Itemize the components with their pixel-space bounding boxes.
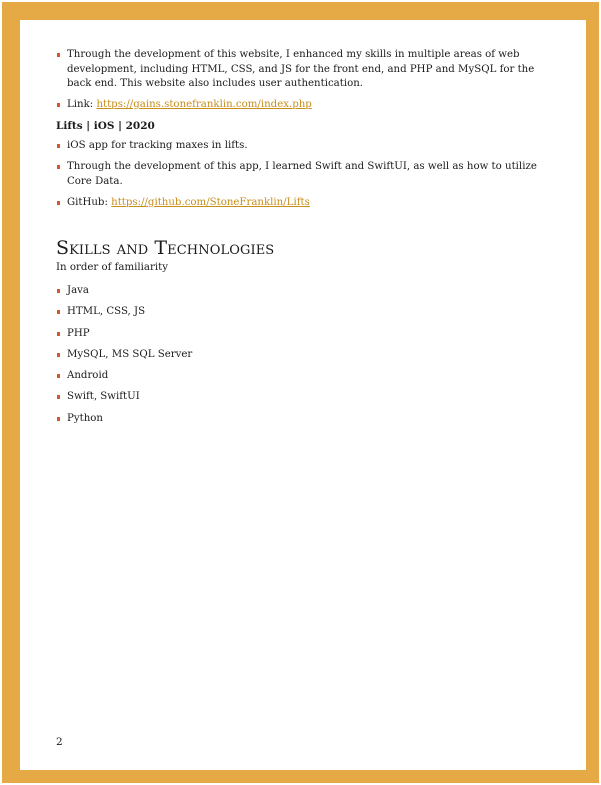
link-label: GitHub: (67, 196, 112, 208)
skills-section-title: Skills and Technologies (56, 237, 275, 259)
project-gains-bullets (56, 48, 551, 113)
skills-subtitle: In order of familiarity (56, 262, 168, 273)
list-item: HTML, CSS, JS (56, 305, 551, 320)
page-content (56, 48, 551, 433)
list-item: MySQL, MS SQL Server (56, 348, 551, 363)
list-item: Through the development of this app, I learned Swift and SwiftUI, as well as how to utilize Core Data. (56, 160, 551, 189)
skills-list (56, 284, 551, 426)
list-item (56, 98, 551, 113)
project-lifts-heading: Lifts | iOS | 2020 (56, 120, 155, 132)
list-item: iOS app for tracking maxes in lifts. (56, 139, 551, 154)
list-item: Through the development of this website, I enhanced my skills in multiple areas of web development, including HTML, CSS, and JS for the front end, and PHP and MySQL for the back end. This website also includes user authentication. (56, 48, 551, 92)
list-item: Android (56, 369, 551, 384)
github-lifts-link[interactable]: https://github.com/StoneFranklin/Lifts (111, 196, 310, 208)
gains-website-link[interactable]: https://gains.stonefranklin.com/index.php (96, 99, 312, 110)
list-item: Swift, SwiftUI (56, 390, 551, 405)
link-label: Link: (67, 99, 97, 110)
list-item (56, 196, 551, 211)
page-number: 2 (56, 736, 63, 748)
list-item: Python (56, 412, 551, 427)
project-lifts-bullets (56, 139, 551, 210)
list-item: Java (56, 284, 551, 299)
resume-page (20, 20, 586, 770)
list-item: PHP (56, 327, 551, 342)
page-border (2, 2, 599, 783)
